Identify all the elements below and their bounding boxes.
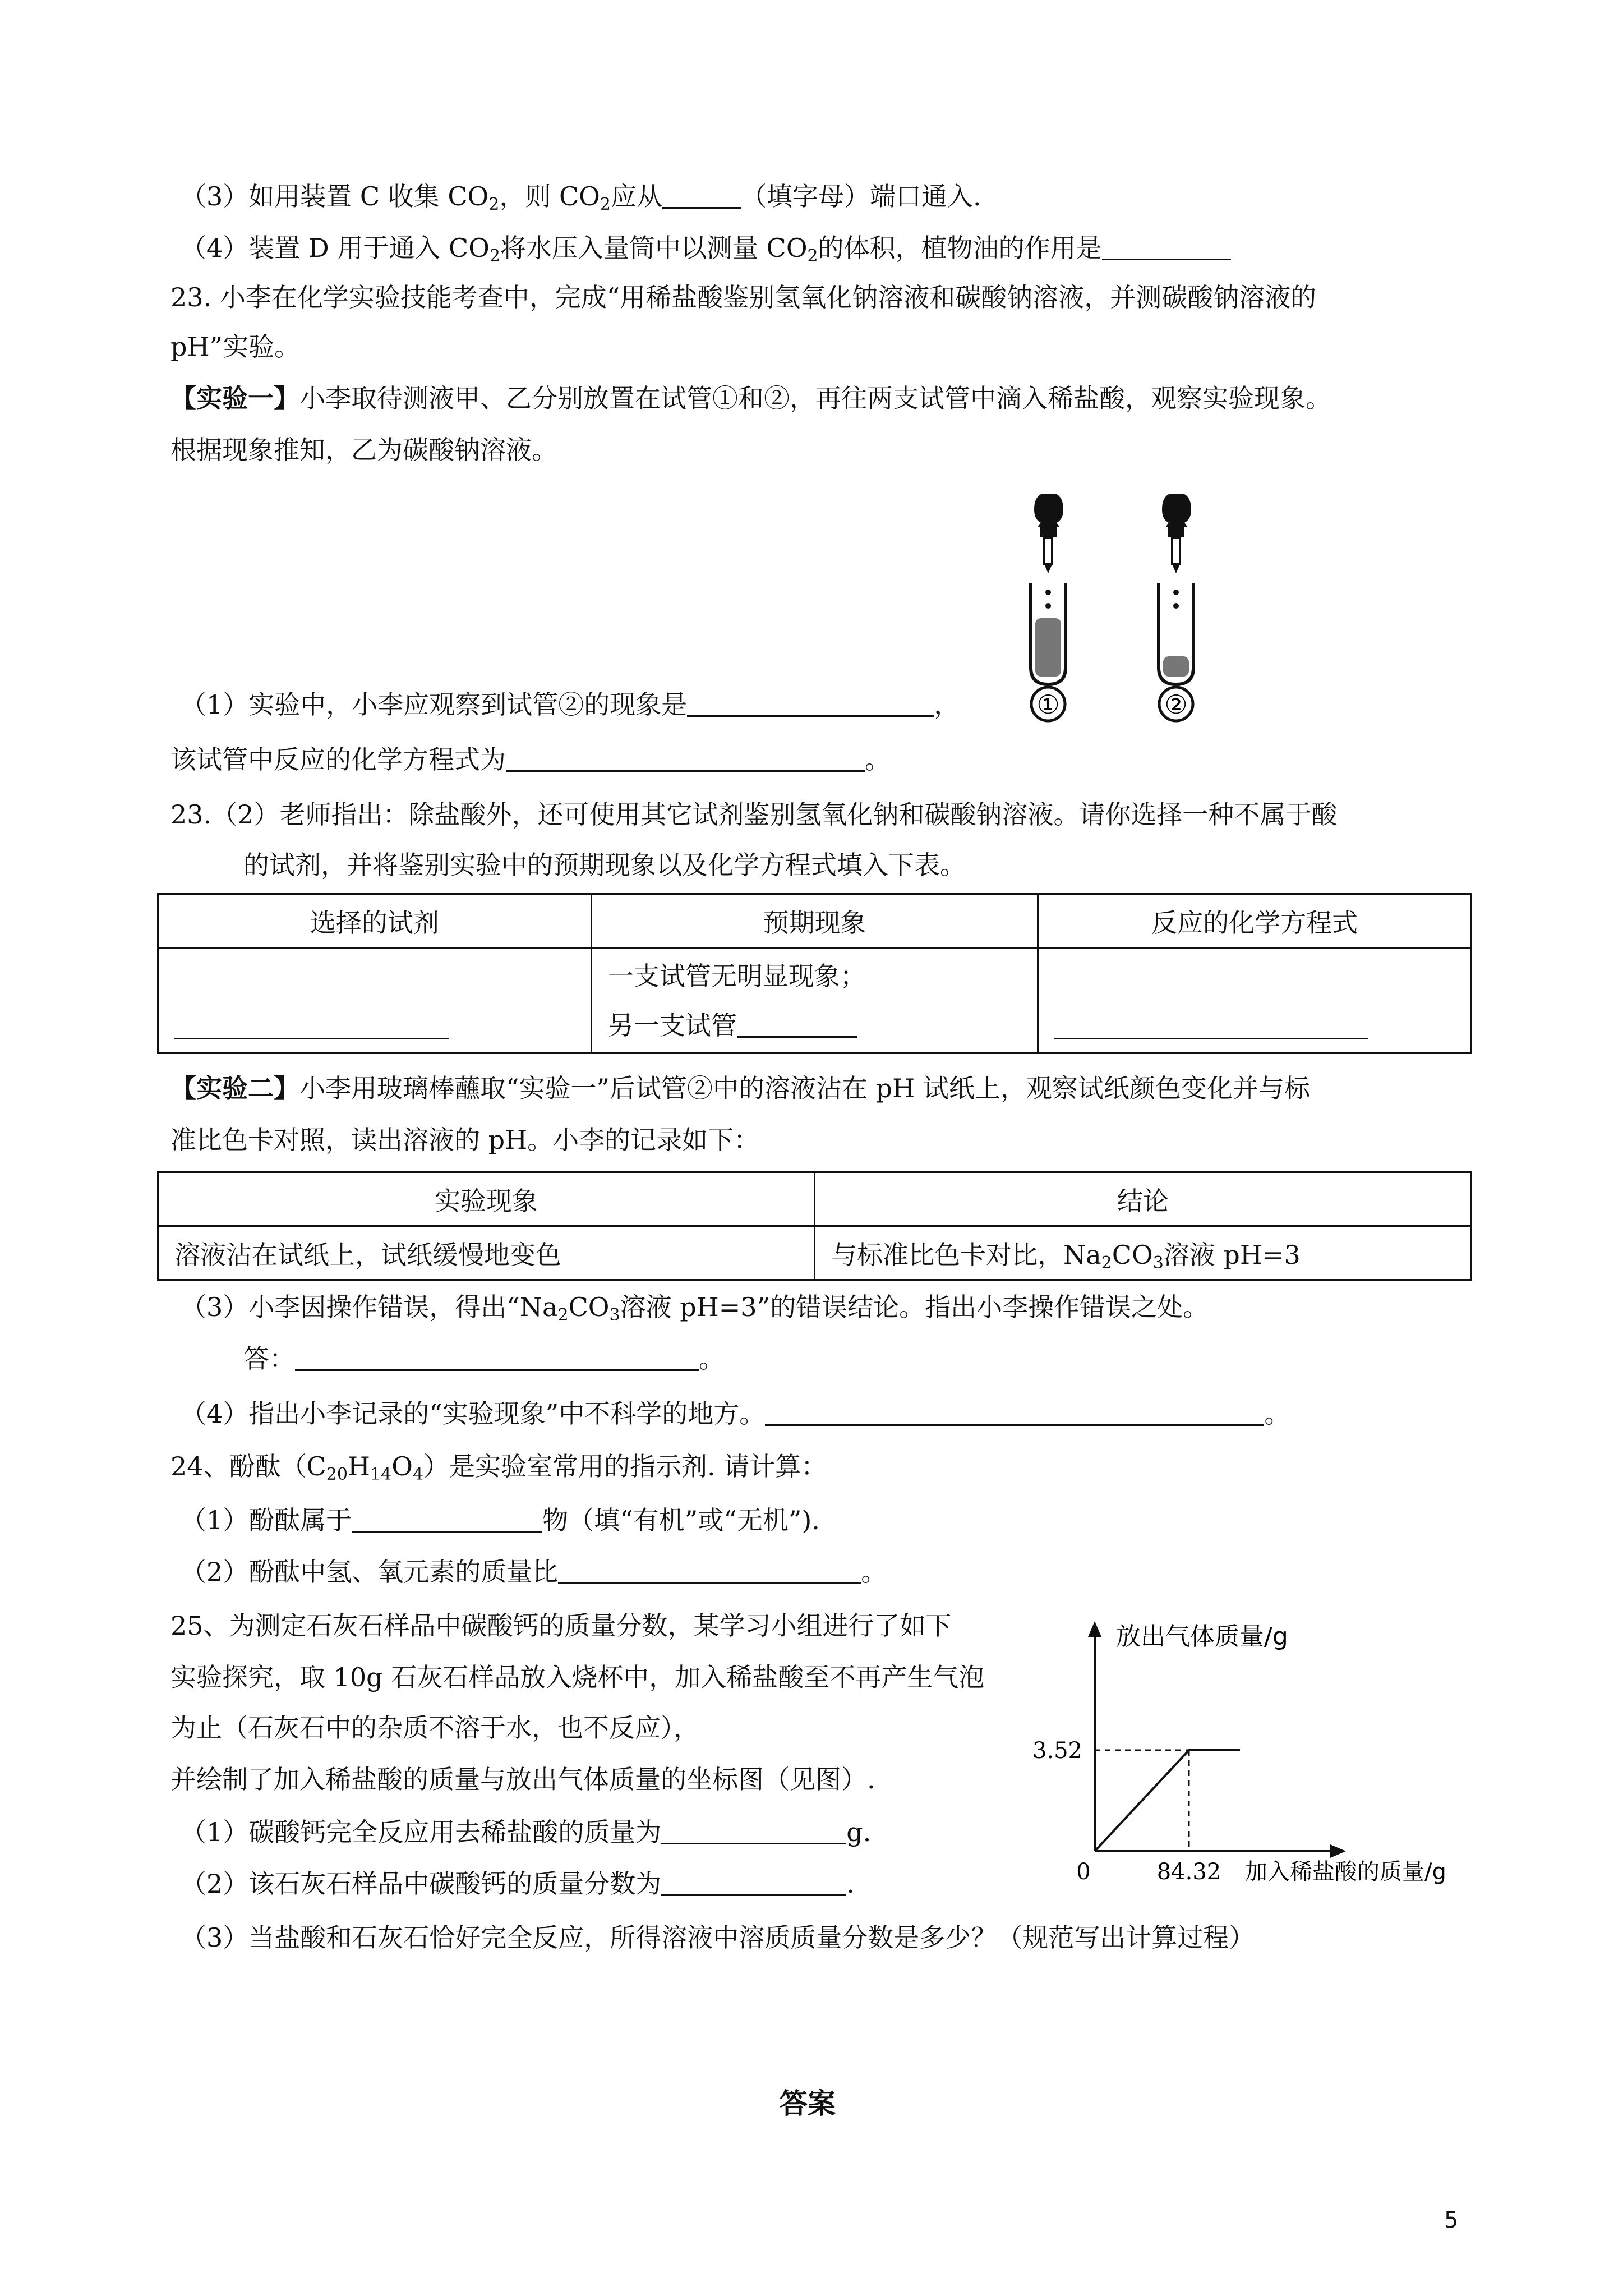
q23-exp2-line2: 准比色卡对照，读出溶液的 pH。小李的记录如下： bbox=[170, 1125, 760, 1155]
q23-part2-line1: 23.（2）老师指出：除盐酸外，还可使用其它试剂鉴别氢氧化钠和碳酸钠溶液。请你选择一种不属于酸 bbox=[170, 799, 1338, 830]
q24-part2: （2）酚酞中氢、氧元素的质量比 。 bbox=[181, 1557, 887, 1587]
table-header: 预期现象 bbox=[591, 894, 1038, 948]
answers-heading: 答案 bbox=[780, 2087, 836, 2120]
answer-blank[interactable] bbox=[661, 1818, 846, 1844]
q25-line4: 并绘制了加入稀盐酸的质量与放出气体质量的坐标图（见图）. bbox=[170, 1764, 875, 1795]
tube-1-dropper bbox=[1034, 494, 1063, 573]
page-number: 5 bbox=[1444, 2207, 1459, 2233]
answer-blank[interactable] bbox=[661, 1870, 846, 1896]
equation-cell bbox=[1038, 948, 1472, 1053]
answer-blank[interactable] bbox=[1102, 234, 1231, 260]
q23-exp1-line2: 根据现象推知，乙为碳酸钠溶液。 bbox=[170, 435, 557, 465]
q23-exp1-line1: 【实验一】小李取待测液甲、乙分别放置在试管①和②，再往两支试管中滴入稀盐酸，观察实验现象。 bbox=[170, 383, 1331, 413]
q25-line2: 实验探究，取 10g 石灰石样品放入烧杯中，加入稀盐酸至不再产生气泡 bbox=[170, 1662, 985, 1692]
q24-part1: （1）酚酞属于 物（填“有机”或“无机”). bbox=[181, 1505, 820, 1535]
chart-y-label: 放出气体质量/g bbox=[1116, 1622, 1288, 1651]
phenomenon-blank[interactable] bbox=[737, 1011, 857, 1038]
q24-intro: 24、酚酞$(C_{20}H_{14}O_4)$是实验室常用的指示剂. 请计算： bbox=[170, 1451, 827, 1484]
table-header: 实验现象 bbox=[158, 1172, 815, 1226]
equation-blank[interactable] bbox=[1054, 1013, 1368, 1039]
q22-part4: （4）装置 D 用于通入 $CO_2$将水压入量筒中以测量 $CO_2$的体积，植物油的作用是 bbox=[181, 231, 1231, 265]
answer-blank[interactable] bbox=[662, 182, 741, 209]
q23-part1-line2: 该试管中反应的化学方程式为 。 bbox=[170, 744, 891, 775]
q23-exp2-line1: 【实验二】小李用玻璃棒蘸取“实验一”后试管②中的溶液沾在 pH 试纸上，观察试纸颜色变化并与标 bbox=[170, 1073, 1310, 1103]
q23-part3-answer: 答： 。 bbox=[243, 1343, 725, 1374]
tube-2-label: ② bbox=[1164, 689, 1188, 720]
q23-part4: （4）指出小李记录的“实验现象”中不科学的地方。 。 bbox=[181, 1398, 1290, 1429]
q25-line1: 25、为测定石灰石样品中碳酸钙的质量分数，某学习小组进行了如下 bbox=[170, 1611, 952, 1641]
answer-blank[interactable] bbox=[765, 1400, 1264, 1426]
q22-part3: （3）如用装置 C 收集 $CO_2$，则 $CO_2$应从 （填字母）端口通入. bbox=[181, 181, 981, 214]
chart-y-axis-arrow bbox=[1088, 1621, 1101, 1637]
tube-1 bbox=[1031, 583, 1066, 684]
record-conclusion: 与标准比色卡对比，$Na_2CO_3$溶液 pH=3 bbox=[815, 1226, 1472, 1280]
tube-1-label: ① bbox=[1036, 689, 1060, 720]
record-table bbox=[157, 1171, 1472, 1281]
q25-part3: （3）当盐酸和石灰石恰好完全反应，所得溶液中溶质质量分数是多少？（规范写出计算过程） bbox=[181, 1922, 1255, 1953]
answer-blank[interactable] bbox=[558, 1558, 861, 1584]
q23-part2-line2: 的试剂，并将鉴别实验中的预期现象以及化学方程式填入下表。 bbox=[243, 850, 966, 880]
table-header-row bbox=[158, 894, 1472, 948]
table-row bbox=[158, 1226, 1472, 1280]
q23-part3: （3）小李因操作错误，得出“$Na_2CO_3$溶液 pH=3”的错误结论。指出小李操作错误之处。 bbox=[181, 1292, 1209, 1325]
reagent-blank[interactable] bbox=[174, 1013, 449, 1039]
q23-intro-line1: 23. 小李在化学实验技能考查中，完成“用稀盐酸鉴别氢氧化钠溶液和碳酸钠溶液，并测碳酸钠溶液的 bbox=[170, 282, 1317, 312]
chart-x-tick: 84.32 bbox=[1156, 1859, 1221, 1885]
reagent-table bbox=[157, 893, 1472, 1054]
table-header: 反应的化学方程式 bbox=[1038, 894, 1472, 948]
answer-blank[interactable] bbox=[687, 691, 934, 717]
tube-2-dropper bbox=[1162, 494, 1191, 573]
tube-2 bbox=[1159, 583, 1193, 684]
q25-line3: 为止（石灰石中的杂质不溶于水，也不反应）， bbox=[170, 1713, 699, 1743]
record-phenomenon: 溶液沾在试纸上，试纸缓慢地变色 bbox=[158, 1226, 815, 1280]
answer-blank[interactable] bbox=[506, 746, 865, 772]
chart-x-label: 加入稀盐酸的质量/g bbox=[1245, 1859, 1446, 1885]
q23-part1-line1: （1）实验中，小李应观察到试管②的现象是 ， bbox=[181, 689, 960, 720]
reagent-cell bbox=[158, 948, 592, 1053]
chart-series-line bbox=[1095, 1750, 1240, 1851]
answer-blank[interactable] bbox=[295, 1345, 699, 1371]
chart-y-tick: 3.52 bbox=[1032, 1738, 1082, 1764]
table-header-row bbox=[158, 1172, 1472, 1226]
table-header: 选择的试剂 bbox=[158, 894, 592, 948]
table-header: 结论 bbox=[815, 1172, 1472, 1226]
q25-part2: （2）该石灰石样品中碳酸钙的质量分数为 . bbox=[181, 1869, 855, 1899]
test-tubes-figure bbox=[993, 488, 1228, 724]
answer-blank[interactable] bbox=[352, 1506, 542, 1533]
phenomenon-cell: 一支试管无明显现象； 另一支试管 bbox=[591, 948, 1038, 1053]
gas-mass-chart bbox=[1021, 1610, 1481, 1902]
chart-x-axis-arrow bbox=[1330, 1844, 1346, 1858]
q25-part1: （1）碳酸钙完全反应用去稀盐酸的质量为 g. bbox=[181, 1817, 872, 1847]
chart-origin-label: 0 bbox=[1076, 1859, 1091, 1885]
q23-intro-line2: pH”实验。 bbox=[170, 332, 301, 362]
table-row bbox=[158, 948, 1472, 1053]
